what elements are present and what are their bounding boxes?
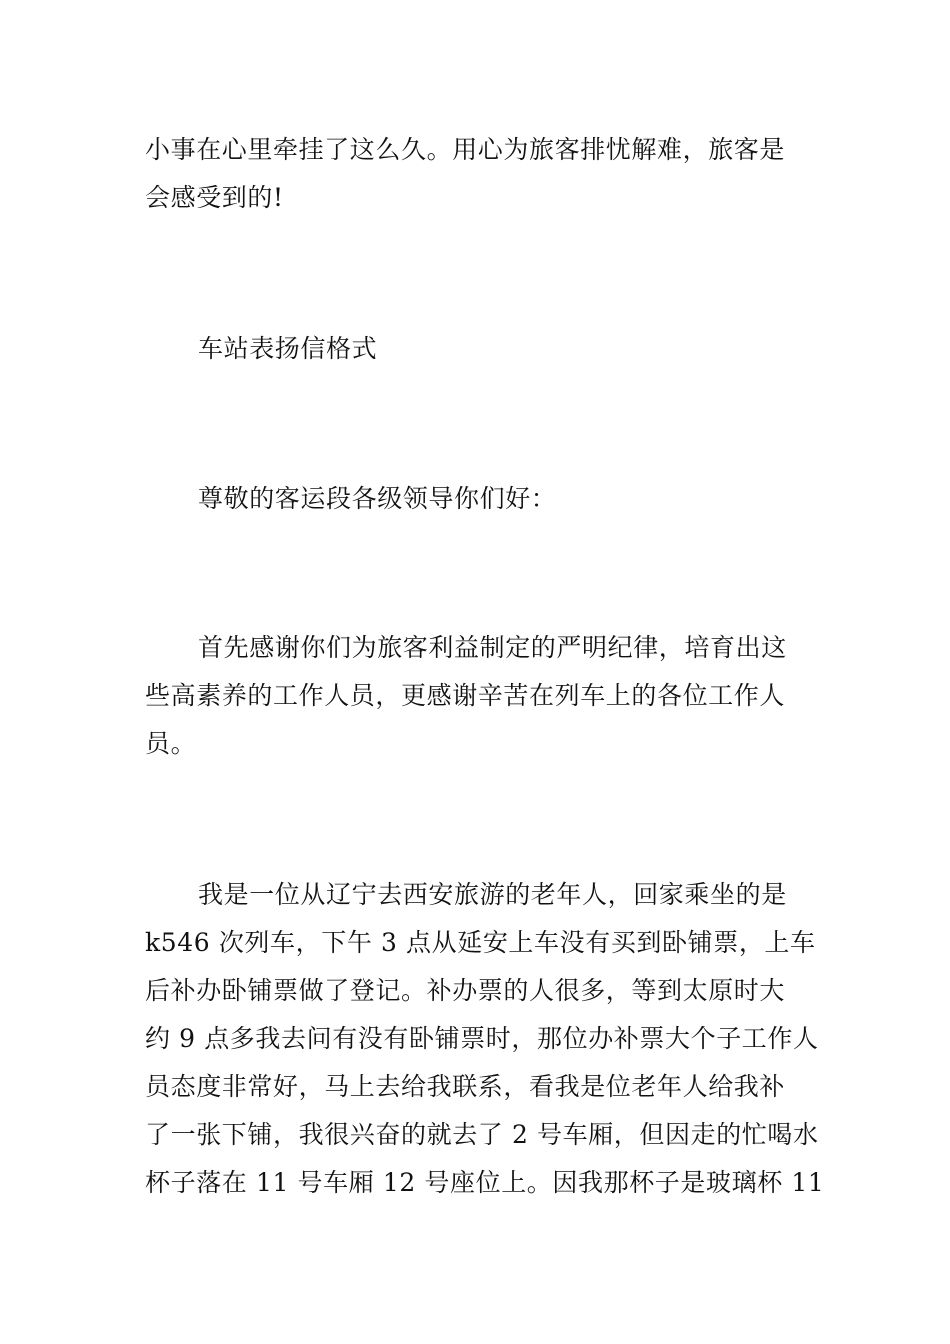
heading-text: 车站表扬信格式 bbox=[198, 334, 378, 363]
text-line: 员态度非常好，马上去给我联系，看我是位老年人给我补 bbox=[145, 1072, 786, 1101]
section-heading bbox=[145, 325, 810, 373]
text-line: 员。 bbox=[145, 729, 197, 758]
text-line: 些高素养的工作人员，更感谢辛苦在列车上的各位工作人 bbox=[145, 681, 786, 710]
letter-salutation bbox=[145, 475, 810, 523]
text-line: 了一张下铺，我很兴奋的就去了 2 号车厢，但因走的忙喝水 bbox=[145, 1120, 819, 1149]
text-line: 首先感谢你们为旅客利益制定的严明纪律，培育出这 bbox=[198, 633, 787, 662]
text-line: 杯子落在 11 号车厢 12 号座位上。因我那杯子是玻璃杯 11 bbox=[145, 1168, 825, 1197]
salutation-text: 尊敬的客运段各级领导你们好： bbox=[198, 484, 557, 513]
paragraph-continuation bbox=[145, 126, 810, 222]
text-line: k546 次列车，下午 3 点从延安上车没有买到卧铺票，上车 bbox=[145, 928, 816, 957]
text-line: 小事在心里牵挂了这么久。用心为旅客排忧解难，旅客是 bbox=[145, 135, 786, 164]
text-line: 我是一位从辽宁去西安旅游的老年人，回家乘坐的是 bbox=[198, 880, 787, 909]
text-line: 后补办卧铺票做了登记。补办票的人很多，等到太原时大 bbox=[145, 976, 786, 1005]
text-line: 会感受到的! bbox=[145, 183, 284, 212]
paragraph-thanks bbox=[145, 624, 810, 768]
text-line: 约 9 点多我去问有没有卧铺票时，那位办补票大个子工作人 bbox=[145, 1024, 819, 1053]
paragraph-story bbox=[145, 871, 825, 1207]
